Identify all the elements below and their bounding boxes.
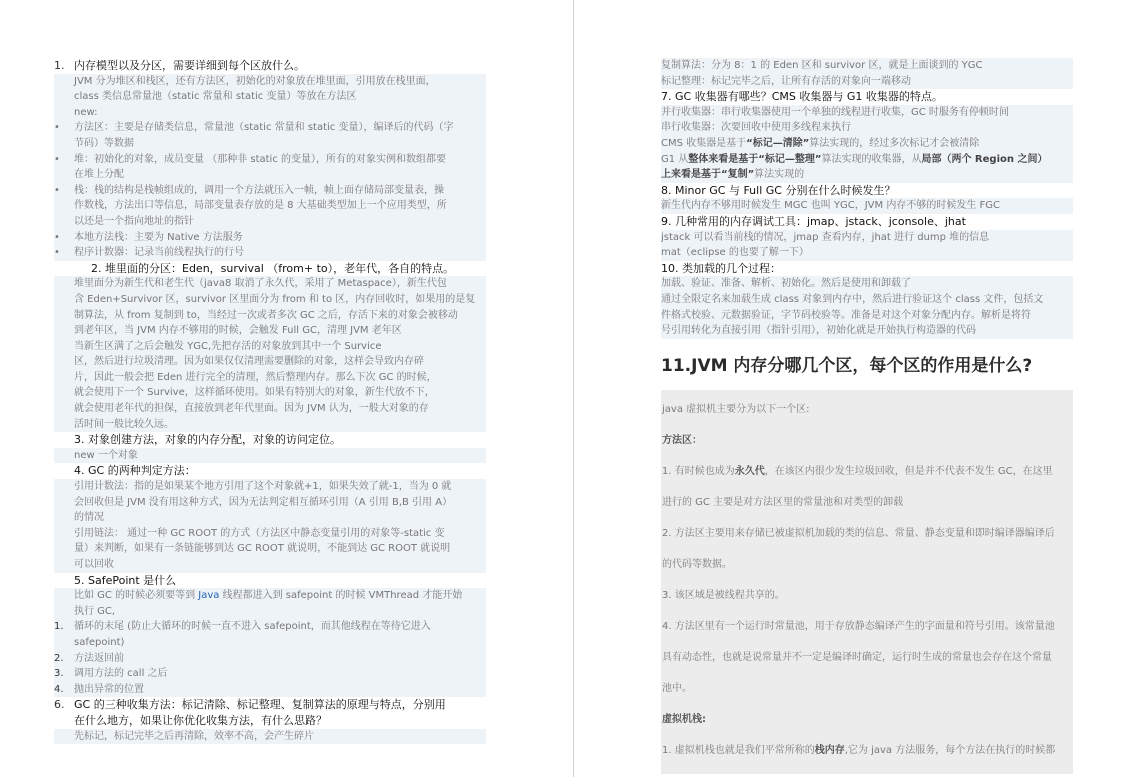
q6-heading-cont: 在什么地方，如果让你优化收集方法，有什么思路？ — [74, 713, 327, 727]
q2-text: 到老年区，当 JVM 内存不够用的时候，会触发 Full GC，清理 JVM 老年区 — [54, 323, 486, 339]
q2-text: 就会使用下一个 Survive，这样循环使用。如果有特别大的对象，新生代放不下， — [54, 385, 486, 401]
q1-heading: 1. 内存模型以及分区，需要详细到每个区放什么。 — [54, 59, 305, 72]
q9-text: jstack 可以看当前栈的情况，jmap 查看内存，jhat 进行 dump 堆的信息 — [661, 230, 1073, 246]
article-text: 池中。 — [662, 682, 692, 694]
q2-text: 堆里面分为新生代和老生代（java8 取消了永久代，采用了 Metaspace），新生代包 — [54, 276, 486, 292]
q1-bullet: • 堆：初始化的对象，成员变量 （那种非 static 的变量），所有的对象实例和数组都要 — [54, 152, 486, 168]
q1-text: JVM 分为堆区和栈区，还有方法区，初始化的对象放在堆里面，引用放在栈里面， — [54, 74, 486, 90]
q4-text: 可以回收 — [54, 557, 486, 573]
q3-text: new 一个对象 — [54, 448, 486, 464]
q1-bullet: • 栈：栈的结构是栈帧组成的，调用一个方法就压入一帧，帧上面存储局部变量表，操 — [54, 183, 486, 199]
article-text: 1. 有时候也成为永久代，在该区内很少发生垃圾回收，但是并不代表不发生 GC，在这里 — [662, 465, 1053, 477]
article-text: 2. 方法区主要用来存储已被虚拟机加载的类的信息、常量、静态变量和即时编译器编译后 — [662, 527, 1055, 539]
q5-numbered-item: 4. 抛出异常的位置 — [54, 682, 486, 698]
q10-text: 通过全限定名来加载生成 class 对象到内存中，然后进行验证这个 class 文件，包括文 — [661, 292, 1073, 308]
q1-bullet-cont: 在堆上分配 — [54, 167, 486, 183]
q2-text: 含 Eden+Survivor 区，survivor 区里面分为 from 和 to 区，内存回收时，如果用的是复 — [54, 292, 486, 308]
q1-bullet-cont: 作数栈，方法出口等信息，局部变量表存放的是 8 大基础类型加上一个应用类型，所 — [54, 198, 486, 214]
q4-text: 量）来判断，如果有一条链能够到达 GC ROOT 就说明，不能到达 GC ROOT 就说明 — [54, 541, 486, 557]
q9-heading: 9. 几种常用的内存调试工具：jmap、jstack、jconsole、jhat — [661, 214, 966, 228]
q5-numbered-item: 3. 调用方法的 call 之后 — [54, 666, 486, 682]
q10-text: 号引用转化为直接引用（指针引用），初始化就是开始执行构造器的代码 — [661, 323, 1073, 339]
page-divider — [573, 0, 574, 777]
q4-text: 引用计数法：指的是如果某个地方引用了这个对象就+1，如果失效了就-1，当为 0 就 — [54, 479, 486, 495]
article-text: 1. 虚拟机栈也就是我们平常所称的栈内存,它为 java 方法服务，每个方法在执行的时候都 — [662, 744, 1056, 756]
q6-text: 先标记，标记完毕之后再清除，效率不高，会产生碎片 — [54, 729, 486, 745]
q1-text: new: — [54, 105, 486, 121]
q8-text: 新生代内存不够用时候发生 MGC 也叫 YGC，JVM 内存不够的时候发生 FGC — [661, 198, 1073, 214]
article-text: 进行的 GC 主要是对方法区里的常量池和对类型的卸载 — [662, 496, 904, 508]
q1-bullet-cont: 节码）等数据 — [54, 136, 486, 152]
q2-text: 区，然后进行垃圾清理。因为如果仅仅清理需要删除的对象，这样会导致内存碎 — [54, 354, 486, 370]
q2-text: 当新生区满了之后会触发 YGC,先把存活的对象放到其中一个 Survice — [54, 339, 486, 355]
q3-heading: 3. 对象创建方法，对象的内存分配，对象的访问定位。 — [74, 433, 341, 447]
q5-text: 比如 GC 的时候必须要等到 Java 线程都进入到 safepoint 的时候 VMThread 才能开始 — [54, 588, 486, 604]
q5-numbered-item: 1. 循环的末尾 (防止大循环的时候一直不进入 safepoint，而其他线程在等待它进入 — [54, 619, 486, 635]
q1-text: class 类信息常量池（static 常量和 static 变量）等放在方法区 — [54, 89, 486, 105]
q4-heading: 4. GC 的两种判定方法： — [74, 464, 196, 478]
q1-bullet: • 本地方法栈：主要为 Native 方法服务 — [54, 230, 486, 246]
article-text: java 虚拟机主要分为以下一个区: — [662, 403, 810, 415]
q7-text: G1 从整体来看是基于“标记—整理”算法实现的收集器，从局部（两个 Region 之间） — [661, 152, 1073, 168]
article-text: 的代码等数据。 — [662, 558, 732, 570]
q8-heading: 8. Minor GC 与 Full GC 分别在什么时候发生？ — [661, 183, 896, 197]
q7-heading: 7. GC 收集器有哪些？CMS 收集器与 G1 收集器的特点。 — [661, 90, 943, 104]
q6-text: 复制算法：分为 8：1 的 Eden 区和 survivor 区，就是上面谈到的 YGC — [661, 58, 1073, 74]
q7-text: CMS 收集器是基于“标记—清除”算法实现的，经过多次标记才会被清除 — [661, 136, 1073, 152]
q5-numbered-cont: safepoint) — [54, 635, 486, 651]
q2-text: 制算法，从 from 复制到 to，当经过一次或者多次 GC 之后，存活下来的对象会被移动 — [54, 308, 486, 324]
q2-text: 活时间一般比较久远。 — [54, 417, 486, 433]
q1-bullet: • 方法区：主要是存储类信息，常量池（static 常量和 static 变量），编译后的代码（字 — [54, 120, 486, 136]
q6-text: 标记整理：标记完毕之后，让所有存活的对象向一端移动 — [661, 74, 1073, 90]
section-title: 11.JVM 内存分哪几个区，每个区的作用是什么? — [661, 355, 1033, 376]
q7-text: 上来看是基于“复制”算法实现的 — [661, 167, 1073, 183]
quoted-article — [661, 390, 1073, 774]
q5-numbered-item: 2. 方法返回前 — [54, 651, 486, 667]
q1-bullet: • 程序计数器：记录当前线程执行的行号 — [54, 245, 486, 261]
q2-text: 就会使用老年代的担保，直接放到老年代里面。因为 JVM 认为，一般大对象的存 — [54, 401, 486, 417]
q5-text: 执行 GC, — [54, 604, 486, 620]
article-subheading: 方法区： — [662, 434, 702, 446]
article-text: 4. 方法区里有一个运行时常量池，用于存放静态编译产生的字面量和符号引用。该常量池 — [662, 620, 1055, 632]
q10-heading: 10. 类加载的几个过程： — [661, 261, 781, 275]
q5-heading: 5. SafePoint 是什么 — [74, 573, 177, 587]
left-page — [54, 58, 486, 744]
q4-text: 的情况 — [54, 510, 486, 526]
q10-text: 件格式校验、元数据验证，字节码校验等。准备是对这个对象分配内存。解析是将符 — [661, 308, 1073, 324]
q9-text: mat（eclipse 的也要了解一下） — [661, 245, 1073, 261]
q6-heading: 6. GC 的三种收集方法：标记清除、标记整理、复制算法的原理与特点，分别用 — [54, 698, 446, 712]
q7-text: 并行收集器：串行收集器使用一个单独的线程进行收集，GC 时服务有停顿时间 — [661, 105, 1073, 121]
q2-text: 片，因此一般会把 Eden 进行完全的清理，然后整理内存。那么下次 GC 的时候， — [54, 370, 486, 386]
right-page — [661, 58, 1073, 774]
java-link[interactable]: Java — [198, 590, 220, 602]
article-text: 3. 该区域是被线程共享的。 — [662, 589, 785, 601]
q10-text: 加载、验证、准备、解析、初始化。然后是使用和卸载了 — [661, 276, 1073, 292]
q4-text: 会回收但是 JVM 没有用这种方式，因为无法判定相互循环引用（A 引用 B,B 引用 A） — [54, 495, 486, 511]
q2-heading: 2. 堆里面的分区：Eden，survival （from+ to），老年代，各自的特点。 — [91, 261, 455, 275]
article-text: 具有动态性，也就是说常量并不一定是编译时确定，运行时生成的常量也会存在这个常量 — [662, 651, 1052, 663]
q7-text: 串行收集器：次要回收中使用多线程来执行 — [661, 120, 1073, 136]
article-subheading: 虚拟机栈: — [662, 713, 706, 725]
q1-bullet-cont: 以还是一个指向地址的指针 — [54, 214, 486, 230]
q4-text: 引用链法： 通过一种 GC ROOT 的方式（方法区中静态变量引用的对象等-static 变 — [54, 526, 486, 542]
